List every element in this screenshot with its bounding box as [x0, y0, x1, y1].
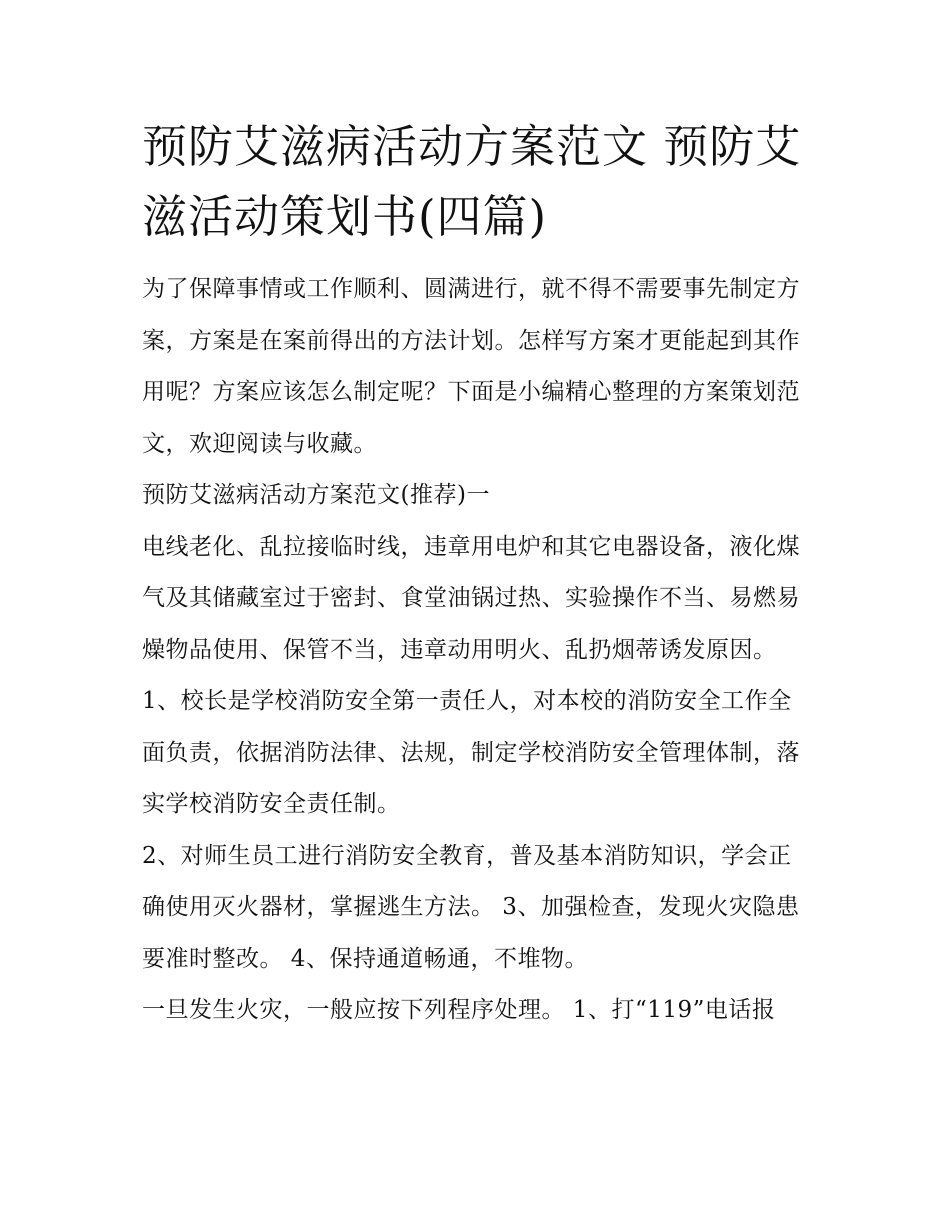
fire-causes-paragraph: 电线老化、乱拉接临时线，违章用电炉和其它电器设备，液化煤气及其储藏室过于密封、食堂油锅过热、实验操作不当、易燃易燥物品使用、保管不当，违章动用明火、乱扔烟蒂诱发原因。 — [142, 533, 800, 663]
fire-procedure-paragraph: 一旦发生火灾，一般应按下列程序处理。 1、打“119”电话报 — [142, 997, 776, 1023]
document-title: 预防艾滋病活动方案范文 预防艾滋活动策划书(四篇) — [142, 120, 802, 243]
document-body — [142, 112, 814, 1037]
section-heading: 预防艾滋病活动方案范文(推荐)一 — [142, 482, 490, 508]
intro-paragraph: 为了保障事情或工作顺利、圆满进行，就不得不需要事先制定方案，方案是在案前得出的方法计划。怎样写方案才更能起到其作用呢？方案应该怎么制定呢？下面是小编精心整理的方案策划范文，欢迎阅读与收藏。 — [142, 276, 800, 457]
principal-duty-paragraph: 1、校长是学校消防安全第一责任人，对本校的消防安全工作全面负责，依据消防法律、法规，制定学校消防安全管理体制，落实学校消防安全责任制。 — [142, 688, 800, 817]
safety-education-paragraph: 2、对师生员工进行消防安全教育，普及基本消防知识，学会正确使用灭火器材，掌握逃生方法。 3、加强检查，发现火灾隐患要准时整改。 4、保持通道畅通，不堆物。 — [142, 842, 800, 972]
